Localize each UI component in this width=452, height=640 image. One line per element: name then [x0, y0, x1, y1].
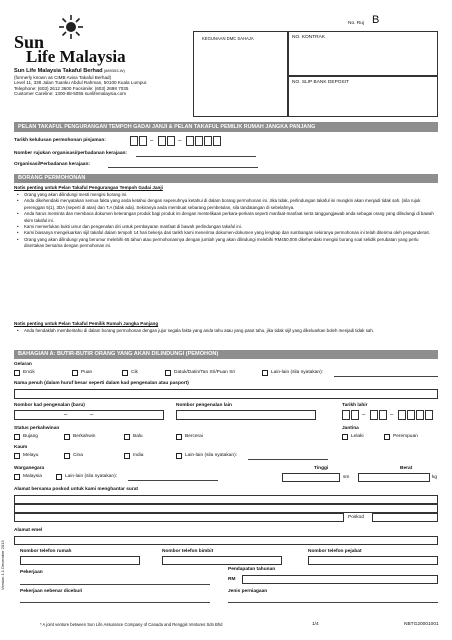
- title-other-label: Lain-lain (sila nyatakan):: [271, 370, 323, 375]
- side-version: Version 1.1 December 2013: [0, 540, 5, 590]
- race-other-line[interactable]: [248, 459, 328, 460]
- gender-male-checkbox[interactable]: [342, 434, 348, 440]
- contract-label: NO. KONTRAK: [292, 35, 326, 40]
- height-label: Tinggi: [314, 466, 329, 471]
- marital-widowed-label: Balu: [133, 434, 143, 439]
- joint-venture-note: * A joint venture between Sun Life Assurance Company of Canada and Renggis Ventures Sdn Bhd: [40, 622, 223, 627]
- id-new-field[interactable]: [14, 410, 164, 420]
- citizen-malaysia-label: Malaysia: [23, 474, 42, 479]
- date-sep: –: [390, 412, 394, 418]
- title-other-line[interactable]: [334, 376, 438, 377]
- email-label: Alamat emel: [14, 528, 43, 533]
- list-item: • Kami biasanya mengeluarkan sijil takaful dalam tempoh 14 hari bekerja dari tarikh kami menerima dokumen-dokumen yang lengkap dan sumbangan sekiranya permohonan ini telah diterima oleh pengunderait.: [16, 230, 436, 236]
- form-title: PELAN TAKAFUL PENGURANGAN TEMPOH GADAI JANJI & PELAN TAKAFUL PEMILIK RUMAH JANGKA PANJANG: [14, 122, 438, 132]
- company-careline: Customer Careline: 1300-88-5055 sunlifemalaysia.com: [14, 91, 127, 97]
- office-use-label: KEGUNAAN DMC SAHAJA: [202, 36, 254, 41]
- tel-home-field[interactable]: [20, 556, 140, 565]
- slip-box[interactable]: [288, 76, 438, 117]
- id-other-label: Nombor pengenalan lain: [176, 403, 232, 408]
- company-info: [14, 68, 194, 97]
- contract-box[interactable]: [288, 31, 438, 76]
- id-sep: –: [64, 412, 68, 418]
- company-formerly: (formerly known as CIMB Aviva Takaful Berhad): [14, 74, 112, 80]
- job-line[interactable]: [20, 584, 210, 585]
- weight-field[interactable]: [358, 473, 430, 482]
- full-name-label: Nama penuh (dalam huruf besar seperti dalam kad pengenalan atau pasport): [14, 381, 189, 386]
- race-malay-checkbox[interactable]: [14, 453, 20, 459]
- race-chinese-label: Cina: [73, 453, 83, 458]
- title-encik-checkbox[interactable]: [14, 370, 20, 376]
- title-puan-label: Puan: [81, 370, 93, 375]
- address-field-2[interactable]: [14, 504, 438, 513]
- approval-month-field[interactable]: [158, 136, 176, 146]
- date-sep: –: [150, 138, 154, 144]
- reference-no-label: Nomber rujukan organisasi/perbadanan kerajaan:: [14, 151, 128, 156]
- gender-male-label: Lelaki: [351, 434, 364, 439]
- title-cik-label: Cik: [131, 370, 138, 375]
- race-other-label: Lain-lain (sila nyatakan):: [185, 453, 237, 458]
- ruj-value: B: [372, 14, 380, 26]
- notes-list-2: [16, 328, 436, 334]
- marital-divorced-label: Bercerai: [185, 434, 203, 439]
- gender-female-label: Perempuan: [393, 434, 418, 439]
- race-label: Kaum: [14, 445, 28, 450]
- race-other-checkbox[interactable]: [176, 453, 182, 459]
- tel-mobile-field[interactable]: [162, 556, 282, 565]
- race-indian-checkbox[interactable]: [124, 453, 130, 459]
- weight-label: Berat: [400, 466, 413, 471]
- tel-mobile-label: Nombor telefon bimbit: [162, 549, 214, 554]
- list-item: • Kami memerlukan bukti umur dan pengenalan diri untuk pembayaran manfaat di bawah perlindungan takaful ini.: [16, 224, 436, 230]
- slip-label: NO. SLIP BANK DEPOSIT: [292, 80, 349, 85]
- marital-label: Status perkahwinan: [14, 426, 60, 431]
- full-name-field[interactable]: [14, 389, 438, 399]
- marital-single-label: Bujang: [23, 434, 38, 439]
- marital-single-checkbox[interactable]: [14, 434, 20, 440]
- company-telephone: Telephone: (603) 2612 3600 Facsimile: (603) 2698 7035: [14, 85, 129, 91]
- borang-heading: BORANG PERMOHONAN: [14, 174, 438, 183]
- title-cik-checkbox[interactable]: [122, 370, 128, 376]
- citizen-other-line[interactable]: [128, 480, 218, 481]
- id-new-label: Nombor kad pengenalan (baru): [14, 403, 85, 408]
- citizen-label: Warganegara: [14, 466, 45, 471]
- note2-title: Notis penting untuk Pelan Takaful Pemilik Rumah Jangka Panjang: [14, 321, 159, 326]
- job-label: Pekerjaan: [20, 570, 43, 575]
- job-detail-line[interactable]: [20, 602, 210, 603]
- notes-list-1: [16, 192, 436, 250]
- form-code: NBTG20001001: [404, 622, 439, 627]
- title-puan-checkbox[interactable]: [72, 370, 78, 376]
- gelaran-label: Gelaran: [14, 362, 32, 367]
- list-item: • Orang yang akan dilindungi mesti mengisi borang ini.: [16, 192, 436, 198]
- dob-label: Tarikh lahir: [342, 403, 368, 408]
- title-datuk-checkbox[interactable]: [165, 370, 171, 376]
- list-item: • Anda harus meminta dan membaca dokumen keterangan produk bagi produk ini dengan mentelikaan perkara-perkara seperti manfaat-manfaat serta tanggungjawab anda sebagai orang yang dilindungi di bawah skim takaful ini.: [16, 211, 436, 224]
- address-field-1[interactable]: [14, 495, 438, 504]
- email-field[interactable]: [14, 536, 438, 545]
- section-a-heading: BAHAGIAN A: BUTIR-BUTIR ORANG YANG AKAN DILINDUNGI (PEMOHON): [14, 350, 438, 359]
- citizen-other-checkbox[interactable]: [56, 474, 62, 480]
- income-field[interactable]: [242, 575, 438, 584]
- title-other-checkbox[interactable]: [262, 370, 268, 376]
- logo-text-life-malaysia: Life Malaysia: [26, 47, 126, 66]
- height-field[interactable]: [282, 473, 340, 482]
- list-item: • Anda dikehendaki menyatakan semua fakta yang anda ketahui dengan sepenuhnya ketahui di dalam borang permohonan ini. Jika tidak, perlindungan takaful ini mungkin akan menjadi tidak sah. (sila rujuk perenggan 5(1), 3DA (seperti di atas) dan T.A (tidak ada). Sekiranya anda membuat sebarang pembetulan, sila tandatangan di sebelahnya.: [16, 198, 436, 211]
- id-other-field[interactable]: [176, 410, 316, 420]
- approval-date-field[interactable]: [130, 136, 148, 146]
- income-label: Pendapatan tahunan: [228, 567, 276, 572]
- marital-widowed-checkbox[interactable]: [124, 434, 130, 440]
- address-field-3[interactable]: [14, 513, 344, 522]
- office-use-box: [193, 31, 288, 117]
- company-address: Level 11, 338 Jalan Tuanku Abdul Rahman, 50100 Kuala Lumpur.: [14, 80, 148, 86]
- date-sep: –: [362, 412, 366, 418]
- address-label: Alamat bersama poskod untuk kami menghantar surat: [14, 487, 138, 492]
- job-detail-label: Pekerjaan sebenar diceburi: [20, 589, 83, 594]
- logo: [14, 14, 164, 64]
- poskod-label: Poskod: [348, 515, 364, 520]
- income-prefix: RM: [228, 577, 236, 582]
- reference-no-line[interactable]: [136, 156, 256, 157]
- logo-text-sun: Sun: [14, 32, 45, 52]
- race-chinese-checkbox[interactable]: [64, 453, 70, 459]
- title-datuk-label: Datuk/Datin/Tan Sri/Puan Sri: [174, 370, 236, 375]
- business-label: Jenis perniagaan: [228, 589, 268, 594]
- ruj-label: No. Ruj: [348, 21, 364, 26]
- company-reg: (689353-W): [103, 68, 125, 73]
- citizen-malaysia-checkbox[interactable]: [14, 474, 20, 480]
- tel-office-label: Nombor telefon pejabat: [308, 549, 362, 554]
- date-sep: –: [178, 138, 182, 144]
- organisation-line[interactable]: [108, 167, 258, 168]
- business-line[interactable]: [228, 602, 438, 603]
- race-malay-label: Melayu: [23, 453, 39, 458]
- race-indian-label: India: [133, 453, 144, 458]
- tel-home-label: Nombor telefon rumah: [20, 549, 72, 554]
- marital-divorced-checkbox[interactable]: [176, 434, 182, 440]
- page-number: 1/4: [312, 622, 319, 627]
- dob-day-field[interactable]: [342, 410, 360, 420]
- citizen-other-label: Lain-lain (sila nyatakan):: [65, 474, 117, 479]
- approval-date-label: Tarikh kelulusan permohonan pinjaman:: [14, 138, 106, 143]
- company-name: Sun Life Malaysia Takaful Berhad: [14, 68, 103, 74]
- list-item: • Anda hendaklah memberitahu di dalam borang permohonan dengan jujur segala fakta yang anda tahu atau yang patut tahu, jika tidak sijil yang dikeluarkan boleh menjadi tidak sah.: [16, 328, 436, 334]
- organisation-label: Organisasi/Perbadanan kerajaan:: [14, 162, 90, 167]
- poskod-field[interactable]: [372, 513, 438, 522]
- id-sep: –: [90, 412, 94, 418]
- dob-year-field[interactable]: [398, 410, 434, 420]
- dob-month-field[interactable]: [370, 410, 388, 420]
- gender-female-checkbox[interactable]: [384, 434, 390, 440]
- height-unit: sm: [343, 475, 350, 480]
- marital-married-label: Berkahwin: [73, 434, 96, 439]
- note1-title: Notis penting untuk Pelan Takaful Pengurangan Tempoh Gadai Janji: [14, 185, 163, 190]
- sun-logo-icon: [58, 14, 84, 40]
- gender-label: Jantina: [342, 426, 359, 431]
- list-item: • Orang yang akan dilindungi yang berumur melebihi 65 tahun atau permohonannya dengan jumlah yang akan dilindungi melebihi RM450,000 dikehendaki mengisi borang soal selidik perubatan yang perlu disertakan bersama dengan permohonan ini.: [16, 237, 436, 250]
- weight-unit: kg: [432, 475, 438, 480]
- approval-year-field[interactable]: [186, 136, 222, 146]
- title-encik-label: Encik: [23, 370, 35, 375]
- marital-married-checkbox[interactable]: [64, 434, 70, 440]
- tel-office-field[interactable]: [308, 556, 438, 565]
